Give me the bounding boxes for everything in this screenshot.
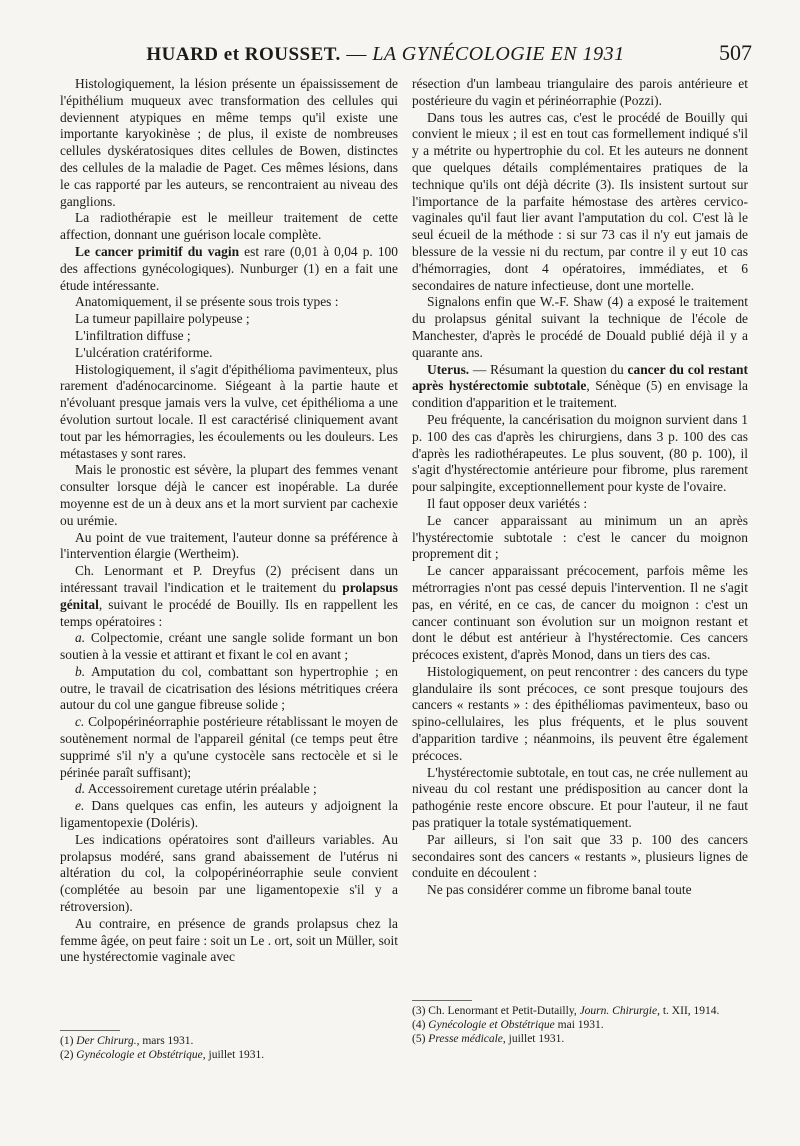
- step-letter: d.: [75, 781, 86, 797]
- step-letter: c.: [75, 714, 85, 730]
- section-label: Uterus.: [427, 361, 470, 377]
- header-dash: —: [340, 43, 373, 65]
- paragraph: Au contraire, en présence de grands prolapsus chez la femme âgée, on peut faire : soit un Le . ort, soit un Müller, soit une hystérectomie vaginale avec: [60, 915, 398, 965]
- paragraph: Signalons enfin que W.-F. Shaw (4) a exposé le traitement du prolapsus génital suivant la technique de l'école de Manchester, d'après le procédé de Douald publié déjà il y a quarante ans.: [412, 294, 748, 360]
- paragraph-cancer-vagin: [60, 244, 398, 294]
- step-item: [60, 664, 398, 714]
- paragraph-text: Ch. Lenormant et P. Dreyfus (2) précisent dans un intéressant travail l'indication et le traitement du: [60, 563, 398, 595]
- step-text: Accessoirement curetage utérin préalable ;: [85, 781, 317, 797]
- step-text: Amputation du col, combattant son hypertrophie ; en outre, le travail de cicatrisation des lésions métritiques créera autour du col une gangue fibreuse solide ;: [60, 663, 398, 713]
- footnote-number: (1): [60, 1035, 74, 1047]
- footnote-rest: , mars 1931.: [136, 1035, 194, 1047]
- header-authors: HUARD et ROUSSET.: [146, 44, 341, 65]
- step-text: Colpectomie, créant une sangle solide formant un bon soutien à la vessie et attirant et fixant le col en avant ;: [60, 630, 398, 663]
- paragraph: Histologiquement, on peut rencontrer : des cancers du type glandulaire ils sont précoces, ce sont presque toujours des cancers « restants » : des épithéliomas pavimenteux, baso ou spino-cellulaires, les plus fréquents, et le plus souvent d'apparition tardive ; néanmoins, ils peuvent être également précoces.: [412, 663, 748, 763]
- step-item: [60, 714, 398, 781]
- step-text: Dans quelques cas enfin, les auteurs y adjoignent la ligamentopexie (Doléris).: [60, 798, 398, 831]
- footnote-rule: [60, 1030, 120, 1031]
- right-column: [412, 76, 748, 899]
- paragraph: Au point de vue traitement, l'auteur donne sa préférence à l'intervention élargie (Wertheim).: [60, 529, 398, 562]
- footnote-rest: , t. XII, 1914.: [657, 1005, 720, 1017]
- footnote-source: Journ. Chirurgie: [579, 1005, 658, 1017]
- paragraph-uterus: [412, 362, 748, 412]
- paragraph: Il faut opposer deux variétés :: [427, 495, 588, 511]
- paragraph: Par ailleurs, si l'on sait que 33 p. 100 des cancers secondaires sont des cancers « restants », plusieurs lignes de conduite en découlent :: [412, 831, 748, 881]
- paragraph: Mais le pronostic est sévère, la plupart des femmes venant consulter lorsque déjà le cancer est inopérable. La durée moyenne est de un à deux ans et la mort survient par cachexie ou urémie.: [60, 462, 398, 528]
- paragraph-text: , Sénèque (5) en envisage la condition d'apparition et le traitement.: [412, 378, 748, 411]
- paragraph: Ne pas considérer comme un fibrome banal toute: [427, 882, 692, 898]
- bold-term: cancer du col restant après hystérectomie subtotale: [412, 361, 748, 394]
- footnote: [60, 1048, 398, 1062]
- paragraph: Le cancer apparaissant précocement, parfois même les métrorragies n'ont pas cessé depuis l'intervention. Il ne s'agit pas, en vérité, en ce cas, de cancer du moignon : c'est un cancer continuant son évolution sur un moignon restant et dont le début est antérieur à l'hystérectomie. Ces cancers précoces existent, d'après Monod, dans un tiers des cas.: [412, 563, 748, 663]
- footnote-number: (3): [412, 1005, 426, 1017]
- footnote: [412, 1032, 748, 1046]
- footnote-source: Der Chirurg.: [76, 1035, 137, 1047]
- header-title: LA GYNÉCOLOGIE EN 1931: [372, 43, 625, 65]
- page-number: 507: [719, 40, 752, 65]
- footnote-rest: , juillet 1931.: [202, 1049, 265, 1062]
- footnote: [412, 1018, 748, 1032]
- paragraph: Histologiquement, la lésion présente un épaississement de l'épithélium muqueux avec transformation des cellules qui deviennent atypiques en même temps qu'il existe une importante karyokinèse ; de plus, il existe de nombreuses cellules dyskératosiques dites cellules de Bowen, distinctes des cellules de la maladie de Paget. Ces mêmes lésions, dans le cas rapporté par les auteurs, se rencontraient au niveau des ganglions.: [60, 76, 398, 209]
- footnote: [412, 1004, 748, 1018]
- footnote-number: (4): [412, 1019, 426, 1032]
- step-text: Colpopérinéorraphie postérieure rétablissant le moyen de soutènement normal de l'appareil génital (ce temps peut être supprimé s'il n'y a qu'une cystocèle sans rectocèle et si le périnée paraît suffisant);: [60, 714, 398, 780]
- paragraph: résection d'un lambeau triangulaire des parois antérieure et postérieure du vagin et périnéorraphie (Pozzi).: [412, 76, 748, 108]
- paragraph-text: , suivant le procédé de Bouilly. Ils en rappellent les temps opératoires :: [60, 596, 398, 629]
- paragraph: Dans tous les autres cas, c'est le procédé de Bouilly qui convient le mieux ; il est en tout cas formellement indiqué s'il y a métrite ou hypertrophie du col. Et les auteurs ne donnent que quelques détails complémentaires pratiques de la technique qu'ils ont déjà décrite (3). Ils insistent surtout sur l'importance de la parfaite hémostase des artères cervico-vaginales qu'il faut lier avant l'amputation du col. C'est là le seul écueil de la méthode : si sur 73 cas il n'y eut jamais de blessure de la vessie ni du rectum, par contre il y eut 10 cas d'hémorragies, dont 4 opératoires, immédiates, et 6 secondaires de nature infectieuse, dont une mortelle.: [412, 109, 748, 293]
- list-item: L'ulcération cratériforme.: [75, 344, 213, 360]
- step-item: [60, 781, 398, 798]
- footnote-source: Presse médicale: [428, 1033, 503, 1046]
- footnote-source: Gynécologie et Obstétrique: [76, 1049, 203, 1062]
- bold-term: Le cancer primitif du vagin: [75, 243, 240, 259]
- left-column: [60, 76, 398, 966]
- footnote-source: Gynécologie et Obstétrique: [428, 1019, 555, 1032]
- step-item: [60, 798, 398, 832]
- paragraph: La radiothérapie est le meilleur traitement de cette affection, donnant une guérison locale complète.: [60, 210, 398, 243]
- footnote-rest: , juillet 1931.: [502, 1033, 565, 1046]
- list-item: La tumeur papillaire polypeuse ;: [75, 311, 250, 327]
- paragraph-prolapsus: [60, 563, 398, 630]
- paragraph: Histologiquement, il s'agit d'épithélioma pavimenteux, plus rarement d'adénocarcinome. Siégeant à la partie haute et n'évoluant presque jamais vers la vulve, cet épithélioma a une évolution surtout locale. Il est caractérisé cliniquement avant tout par les hémorragies, les écoulements ou les douleurs. Les métastases y sont rares.: [60, 361, 398, 461]
- footnote-rest: mai 1931.: [554, 1019, 604, 1032]
- bold-term: prolapsus génital: [60, 579, 398, 612]
- paragraph-text: est rare (0,01 à 0,04 p. 100 des affections gynécologiques). Nunburger (1) en a fait une étude intéressante.: [60, 243, 398, 293]
- paragraph-text: — Résumant la question du: [469, 361, 628, 377]
- step-letter: b.: [75, 663, 86, 679]
- footnote: [60, 1034, 398, 1048]
- paragraph: Anatomiquement, il se présente sous trois types :: [75, 294, 339, 310]
- paragraph: Peu fréquente, la cancérisation du moignon survient dans 1 p. 100 des cas d'après les chirurgiens, dans 3 p. 100 des cas d'après les radiothérapeutes. Le plus souvent, (80 p. 100), il s'agit d'hystérectomie antérieure pour fibrome, plus rarement pour salpingite, exceptionnellement pour kyste de l'ovaire.: [412, 411, 748, 495]
- paragraph: Le cancer apparaissant au minimum un an après l'hystérectomie subtotale : c'est le cancer du moignon proprement dit ;: [412, 512, 748, 562]
- footnote-authors: Ch. Lenormant et Petit-Dutailly,: [428, 1005, 580, 1017]
- running-header: [60, 40, 752, 80]
- step-item: [60, 630, 398, 664]
- list-item: L'infiltration diffuse ;: [75, 327, 191, 343]
- footnote-number: (5): [412, 1033, 426, 1046]
- footnotes-left: [60, 1034, 398, 1062]
- footnote-number: (2): [60, 1049, 74, 1062]
- step-letter: a.: [75, 630, 86, 646]
- paragraph: Les indications opératoires sont d'ailleurs variables. Au prolapsus modéré, sans grand abaissement de l'utérus ni altération du col, la colpopérinéorraphie seule convient (complétée au besoin par une ligamentopexie s'il y a rétroversion).: [60, 831, 398, 915]
- footnote-rule: [412, 1000, 472, 1001]
- paragraph: L'hystérectomie subtotale, en tout cas, ne crée nullement au niveau du col restant une prédisposition au cancer dont la pathogénie reste encore obscure. Et pour l'auteur, il ne faut pas pratiquer la totale systématiquement.: [412, 764, 748, 831]
- running-head: [60, 43, 711, 66]
- footnotes-right: [412, 1004, 748, 1047]
- step-letter: e.: [75, 798, 85, 814]
